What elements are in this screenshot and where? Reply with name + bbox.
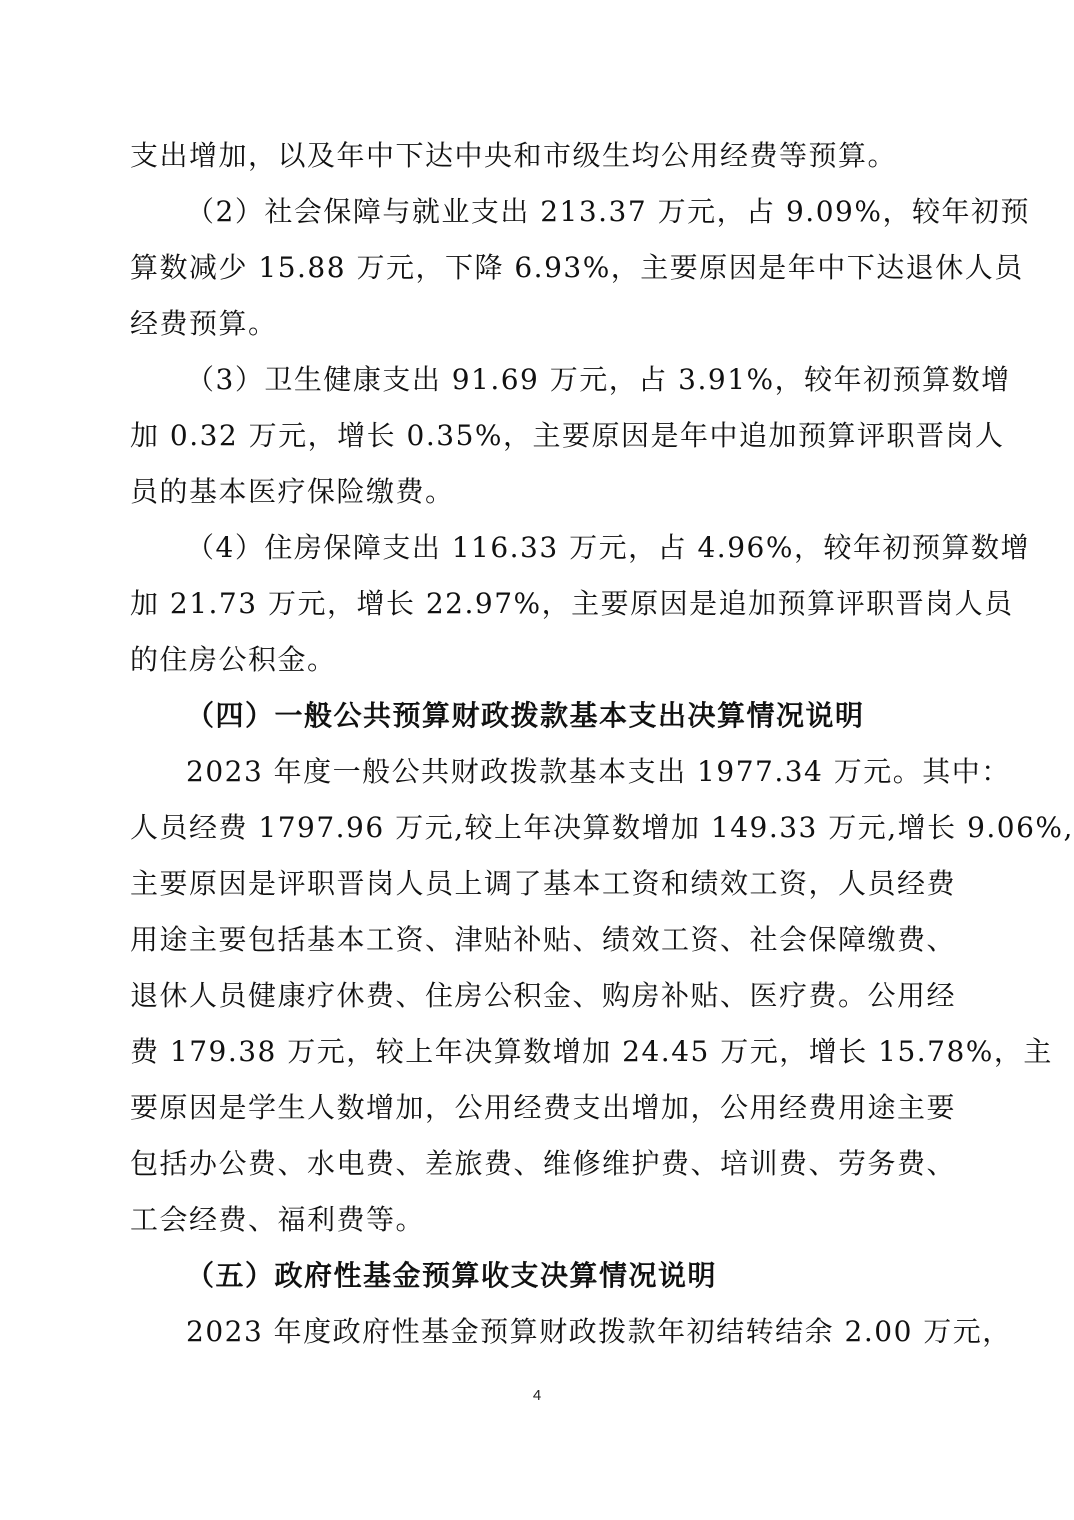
body-line: 支出增加，以及年中下达中央和市级生均公用经费等预算。 bbox=[130, 139, 898, 172]
body-line: 员的基本医疗保险缴费。 bbox=[130, 475, 455, 508]
body-line: 主要原因是评职晋岗人员上调了基本工资和绩效工资，人员经费 bbox=[130, 867, 957, 900]
body-line: 人员经费 1797.96 万元,较上年决算数增加 149.33 万元,增长 9.06%, bbox=[130, 811, 1074, 844]
body-line: 包括办公费、水电费、差旅费、维修维护费、培训费、劳务费、 bbox=[130, 1147, 957, 1180]
page-number: 4 bbox=[532, 1387, 542, 1404]
body-line: 的住房公积金。 bbox=[130, 643, 337, 676]
body-line: （2）社会保障与就业支出 213.37 万元，占 9.09%，较年初预 bbox=[186, 195, 1030, 228]
body-line: 加 21.73 万元，增长 22.97%，主要原因是追加预算评职晋岗人员 bbox=[130, 587, 1014, 620]
body-line: 经费预算。 bbox=[130, 307, 278, 340]
body-line: 2023 年度政府性基金预算财政拨款年初结转结余 2.00 万元， bbox=[186, 1315, 1012, 1348]
body-line: 2023 年度一般公共财政拨款基本支出 1977.34 万元。其中： bbox=[186, 755, 1011, 788]
body-line: 用途主要包括基本工资、津贴补贴、绩效工资、社会保障缴费、 bbox=[130, 923, 957, 956]
body-line: 算数减少 15.88 万元，下降 6.93%，主要原因是年中下达退休人员 bbox=[130, 251, 1024, 284]
section-heading-five: （五）政府性基金预算收支决算情况说明 bbox=[186, 1259, 718, 1292]
body-line: （4）住房保障支出 116.33 万元，占 4.96%，较年初预算数增 bbox=[186, 531, 1030, 564]
body-line: 工会经费、福利费等。 bbox=[130, 1203, 426, 1236]
body-line: （3）卫生健康支出 91.69 万元，占 3.91%，较年初预算数增 bbox=[186, 363, 1011, 396]
body-line: 加 0.32 万元，增长 0.35%，主要原因是年中追加预算评职晋岗人 bbox=[130, 419, 1005, 452]
section-heading-four: （四）一般公共预算财政拨款基本支出决算情况说明 bbox=[186, 699, 865, 732]
body-line: 退休人员健康疗休费、住房公积金、购房补贴、医疗费。公用经 bbox=[130, 979, 957, 1012]
body-line: 要原因是学生人数增加，公用经费支出增加，公用经费用途主要 bbox=[130, 1091, 957, 1124]
body-line: 费 179.38 万元，较上年决算数增加 24.45 万元，增长 15.78%，主 bbox=[130, 1035, 1053, 1068]
